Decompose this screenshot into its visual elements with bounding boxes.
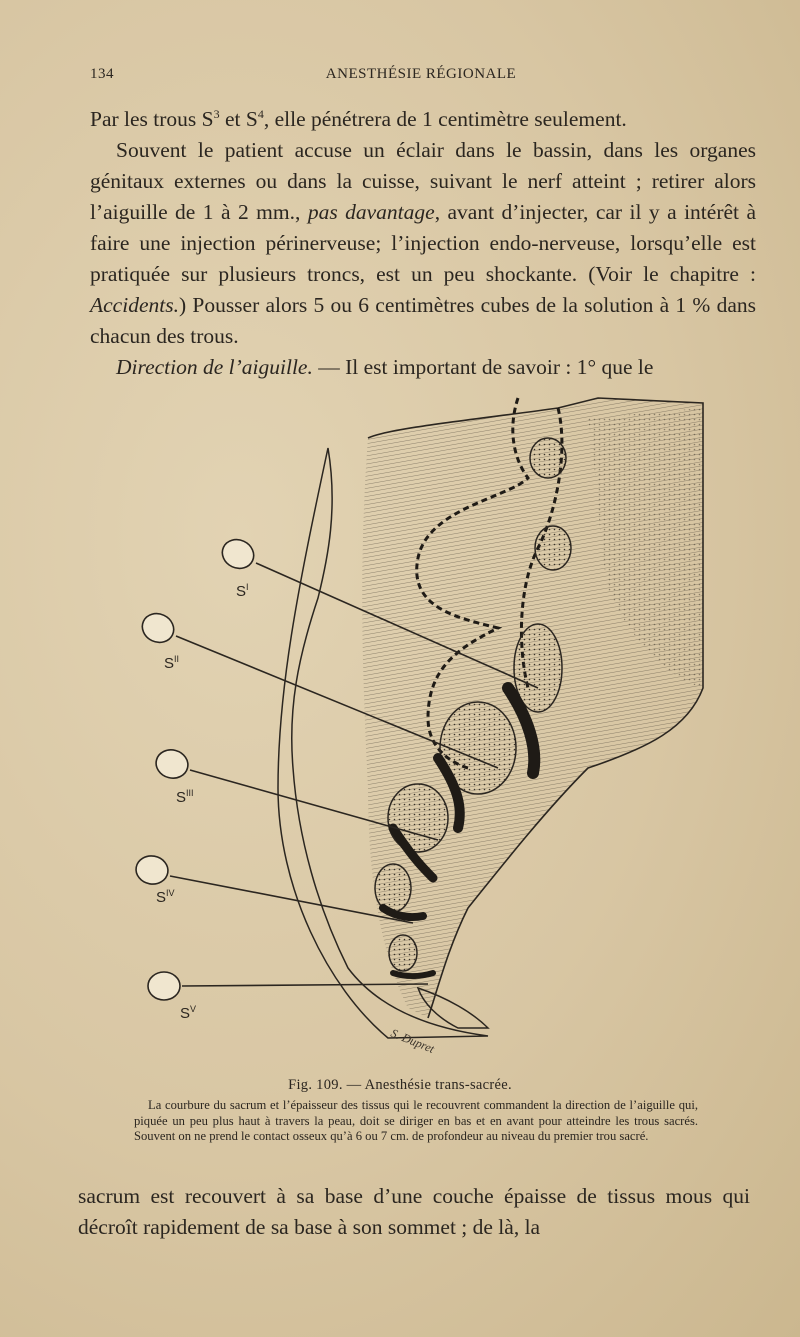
italic-heading: Direction de l’aiguille. [116, 355, 313, 379]
label-s4: $S^{IV}$ [156, 888, 175, 906]
needle-s4 [134, 853, 413, 923]
paragraph-2 [90, 135, 756, 352]
paragraph-3 [90, 352, 756, 383]
sacrum-illustration [128, 388, 708, 1078]
text-span: Par les trous S [90, 107, 214, 131]
figure-illustration [128, 388, 708, 1078]
figure-caption [134, 1098, 698, 1145]
text-span: — Il est important de savoir : 1° que le [312, 355, 654, 379]
text-span: Souvent le patient accuse un éclair dans le bassin, dans les organes génitaux externes ou dans la cuisse, suivant le nerf atteint ; retirer alors l’aiguille de 1 à 2 mm., [90, 138, 756, 224]
text-span: ) Pousser alors 5 ou 6 centimètres cubes de la solution à 1 % dans chacun des trous. [90, 293, 756, 348]
figure-title: Fig. 109. — Anesthésie trans-sacrée. [288, 1077, 512, 1093]
artist-signature: S. Dupret [388, 1025, 437, 1056]
paragraph-4: sacrum est recouvert à sa base d’une couche épaisse de tissus mous qui décroît rapidement de sa base à son sommet ; de là, la [78, 1184, 750, 1239]
caption-text: La courbure du sacrum et l’épaisseur des tissus qui le recouvrent commandent la direction de l’aiguille qui, piquée un peu plus haut à travers la peau, doit se diriger en bas et en avant pour atteindre les trous sacrés. Souvent on ne prend le contact osseux qu’à 6 ou 7 cm. de profondeur au niveau du premier trou sacré. [134, 1098, 698, 1144]
label-s2: $S^{II}$ [164, 654, 180, 672]
label-s5: $S^V$ [180, 1004, 197, 1022]
running-head [90, 66, 752, 88]
page-number: 134 [90, 66, 114, 82]
superscript: 4 [257, 106, 264, 121]
text-span: et S [219, 107, 258, 131]
label-s3: $S^{III}$ [176, 788, 194, 806]
needle-s5 [148, 972, 428, 1000]
body-text-bottom [78, 1181, 750, 1243]
body-text-top [90, 104, 756, 383]
text-span: , elle pénétrera de 1 centimètre seulement. [263, 107, 627, 131]
label-s1: $S^I$ [236, 582, 249, 600]
text-span: , avant d’injecter, car il y a intérêt à faire une injection périnerveuse; l’injection endo-nerveuse, lorsqu’elle est pratiquée sur plusieurs troncs, est un peu shockante. (Voir le chapitre : [90, 200, 756, 286]
italic-text: Accidents. [90, 293, 179, 317]
superscript: 3 [213, 106, 220, 121]
paragraph-1 [90, 104, 756, 135]
running-title: ANESTHÉSIE RÉGIONALE [325, 66, 517, 82]
italic-text: pas davantage [307, 200, 435, 224]
